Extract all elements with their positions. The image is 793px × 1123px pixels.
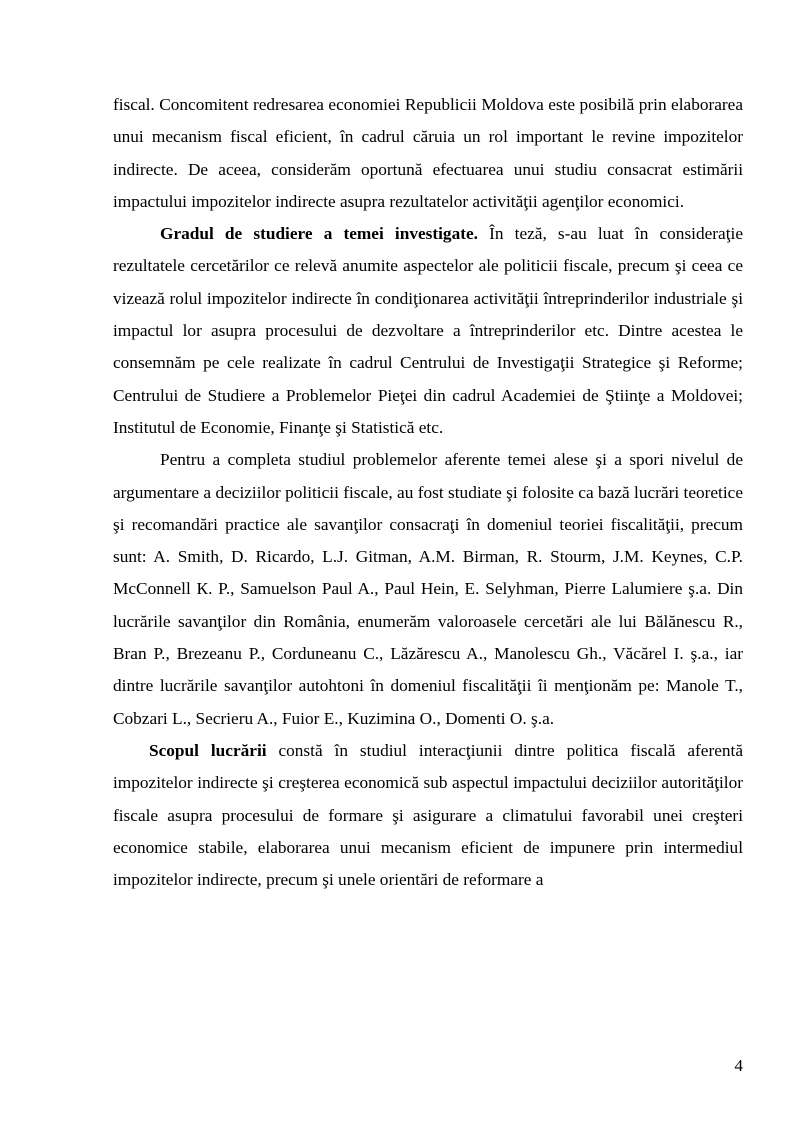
- paragraph-intro-continuation: fiscal. Concomitent redresarea economiei Republicii Moldova este posibilă prin elaborarea unui mecanism fiscal eficient, în cadrul căruia un rol important le revine impozitelor indirecte. De aceea, considerăm oportună efectuarea unui studiu consacrat estimării impactului impozitelor indirecte asupra rezultatelor activităţii agenţilor economici.: [113, 95, 743, 211]
- paragraph-body: constă în studiul interacţiunii dintre politica fiscală aferentă impozitelor indirecte şi creşterea economică sub aspectul impactului deciziilor autorităţilor fiscale asupra procesului de formare şi asigurare a climatului favorabil unei creşteri economice stabile, elaborarea unui mecanism eficient de impunere prin intermediul impozitelor indirecte, precum şi unele orientări de reformare a: [113, 740, 743, 890]
- section-heading-work-purpose: Scopul lucrării: [149, 740, 267, 760]
- section-heading-research-degree: Gradul de studiere a temei investigate.: [160, 224, 478, 244]
- paragraph-work-purpose: [113, 735, 743, 896]
- paragraph-body: În teză, s-au luat în consideraţie rezultatele cercetărilor ce relevă anumite aspectelor ale politicii fiscale, precum şi ceea ce vizează rolul impozitelor indirecte în condiţionarea activităţii întreprinderilor industriale şi impactul lor asupra procesului de dezvoltare a întreprinderilor etc. Dintre acestea le consemnăm pe cele realizate în cadrul Centrului de Investigaţii Strategice şi Reforme; Centrului de Studiere a Problemelor Pieţei din cadrul Academiei de Ştiinţe a Moldovei; Institutul de Economie, Finanţe şi Statistică etc.: [113, 224, 743, 437]
- page-number: 4: [734, 1056, 743, 1075]
- paragraph-literature-review: Pentru a completa studiul problemelor aferente temei alese şi a spori nivelul de argumentare a deciziilor politicii fiscale, au fost studiate şi folosite ca bază lucrări teoretice şi recomandări practice ale savanţilor consacraţi în domeniul teoriei fiscalităţii, precum sunt: A. Smith, D. Ricardo, L.J. Gitman, A.M. Birman, R. Stourm, J.M. Keynes, C.P. McConnell К. P., Samuelson Paul A., Paul Hein, E. Selyhman, Pierre Lalumiere ş.a. Din lucrările savanţilor din România, enumerăm valoroasele cercetări ale lui Bălănescu R., Bran P., Brezeanu P., Corduneanu C., Lăzărescu A., Manolescu Gh., Văcărel I. ş.a., iar dintre lucrările savanţilor autohtoni în domeniul fiscalităţii îi menţionăm pe: Manole T., Cobzari L., Secrieru A., Fuior E., Kuzimina O., Domenti O. ş.a.: [113, 450, 743, 728]
- paragraph-research-degree: [113, 218, 743, 444]
- document-page: [113, 89, 743, 896]
